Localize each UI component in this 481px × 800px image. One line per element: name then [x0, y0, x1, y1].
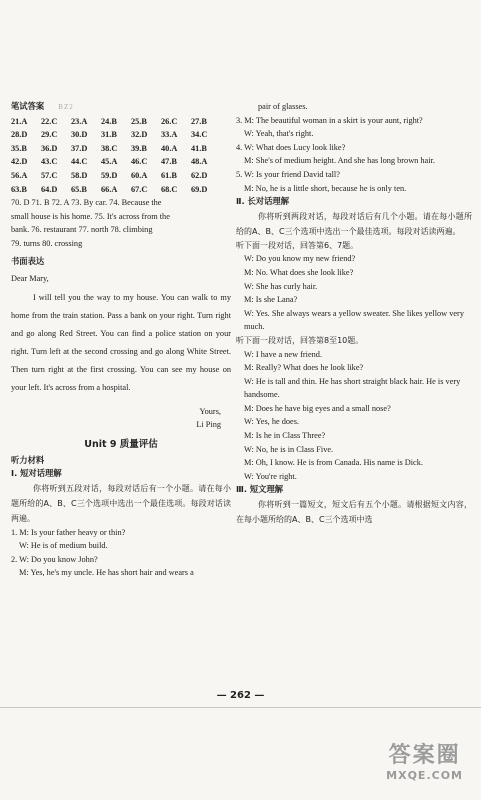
dialog-line: W: I have a new friend. [244, 349, 323, 359]
dialog-intro: 听下面一段对话，回答第6、7题。 [236, 240, 359, 250]
answer-row: 35.B 36.D 37.D 38.C 39.B 40.A 41.B [11, 143, 207, 153]
dialog-line: M: Is she Lana? [244, 295, 298, 305]
dialog-line: M: She's of medium height. And she has long brown hair. [244, 156, 435, 166]
dialog-line: M: No. What does she look like? [244, 267, 354, 277]
answer-line: 70. D 71. B 72. A 73. By car. 74. Because the [11, 198, 162, 208]
section-instructions: 你将听到五段对话，每段对话后有一个小题。请在每小题所给的A、B、C三个选项中选出一个最佳选项。每段对话读两遍。 [11, 483, 231, 523]
answer-heading-row [11, 100, 231, 115]
answer-grid [11, 115, 231, 197]
answer-row: 42.D 43.C 44.C 45.A 46.C 47.B 48.A [11, 157, 208, 167]
section-instructions: 你将听到一篇短文，短文后有五个小题。请根据短文内容，在每小题所给的A、B、C三个选项中选 [236, 500, 472, 525]
dialog-line: W: He is of medium build. [19, 541, 108, 551]
dialog-line: 3. M: The beautiful woman in a skirt is your aunt, right? [236, 115, 423, 125]
dialog-line: M: Is he in Class Three? [244, 431, 326, 441]
dialog-line: M: Yes, he's my uncle. He has short hair and wears a [19, 568, 194, 578]
footer-rule [0, 707, 481, 708]
watermark-url: MXQE.COM [386, 769, 463, 782]
stamp-mark: BZ2 [58, 103, 74, 111]
watermark-text: 答案圈 [388, 743, 461, 768]
section-instructions: 你将听到两段对话，每段对话后有几个小题。请在每小题所给的A、B、C三个选项中选出一个最佳选项。每段对话读两遍。 [236, 211, 472, 236]
unit-title: Unit 9 质量评估 [84, 438, 158, 450]
dialog-line: 5. W: Is your friend David tall? [236, 169, 340, 179]
dialog-line: pair of glasses. [258, 102, 308, 111]
writing-heading: 书面表达 [11, 255, 45, 266]
dialog-line: W: No, he is in Class Five. [244, 444, 334, 454]
section-heading: Ⅲ. 短文理解 [236, 484, 284, 495]
answer-heading: 笔试答案 [11, 101, 45, 111]
answer-row: 56.A 57.C 58.D 59.D 60.A 61.B 62.D [11, 170, 208, 180]
dialog-line: W: Do you know my new friend? [244, 254, 356, 264]
dialog-line: W: Yes, he does. [244, 417, 300, 427]
dialog-intro: 听下面一段对话，回答第8至10题。 [236, 335, 364, 345]
dialog-line: M: Really? What does he look like? [244, 363, 364, 373]
section-heading: Ⅰ. 短对话理解 [11, 468, 62, 479]
dialog-line: M: Oh, I know. He is from Canada. His name is Dick. [244, 458, 423, 468]
dialog-line: 2. W: Do you know John? [11, 554, 98, 564]
dialog-line: W: She has curly hair. [244, 281, 318, 291]
dialog-line: W: Yeah, that's right. [244, 129, 314, 139]
dialog-line: M: Does he have big eyes and a small nose? [244, 403, 391, 413]
letter-body: I will tell you the way to my house. You can walk to my home from the train station. Pass a bank on your right. Turn right and go along Red Street. You can find a police station on your right. Turn left at the second crossing and go along White Street. Then turn right at the first crossing. You can see my house on your left. It's across from a hospital. [11, 292, 231, 392]
dialog-line: W: Yes. She always wears a yellow sweater. She likes yellow very much. [244, 308, 464, 332]
listening-heading: 听力材料 [11, 454, 45, 465]
answer-line: 79. turns 80. crossing [11, 238, 83, 248]
dialog-line: W: You're right. [244, 471, 297, 481]
letter-signature: Li Ping [196, 420, 221, 430]
answer-line: small house is his home. 75. It's across from the [11, 211, 170, 221]
dialog-line: W: He is tall and thin. He has short straight black hair. He is very handsome. [244, 376, 461, 400]
watermark-logo [386, 738, 463, 782]
answer-row: 28.D 29.C 30.D 31.B 32.D 33.A 34.C [11, 130, 208, 140]
dialog-line: M: No, he is a little short, because he is only ten. [244, 183, 407, 193]
left-column [11, 100, 231, 580]
section-heading: Ⅱ. 长对话理解 [236, 196, 289, 207]
answer-row: 63.B 64.D 65.B 66.A 67.C 68.C 69.D [11, 184, 208, 194]
right-column [236, 100, 472, 527]
letter-salutation: Dear Mary, [11, 274, 49, 284]
dialog-line: 1. M: Is your father heavy or thin? [11, 527, 126, 537]
letter-closing: Yours, [199, 406, 221, 416]
page-number: — 262 — [216, 690, 265, 701]
dialog-line: 4. W: What does Lucy look like? [236, 142, 346, 152]
answer-line: bank. 76. restaurant 77. north 78. climbing [11, 225, 153, 235]
answer-row: 21.A 22.C 23.A 24.B 25.B 26.C 27.B [11, 116, 207, 126]
